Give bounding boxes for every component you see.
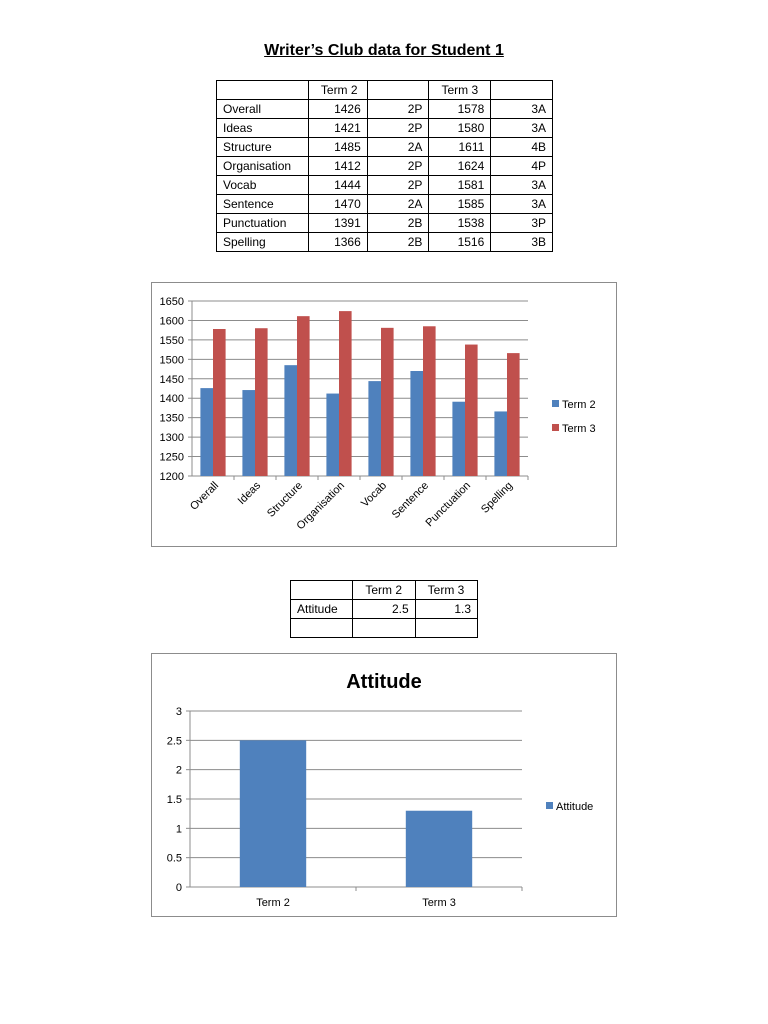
table-cell: 4B — [491, 138, 553, 157]
y-tick-label: 1550 — [159, 334, 184, 347]
scores-chart — [151, 282, 617, 547]
table-row — [217, 157, 553, 176]
table-cell: 1470 — [308, 195, 367, 214]
legend-label: Term 3 — [562, 423, 596, 435]
table-cell: 3P — [491, 214, 553, 233]
bar — [240, 740, 306, 887]
table-cell: 2P — [367, 157, 429, 176]
y-tick-label: 2 — [175, 764, 182, 777]
table-header-cell: Term 3 — [415, 581, 477, 600]
table-row — [217, 138, 553, 157]
bar — [326, 394, 339, 476]
table-row — [217, 233, 553, 252]
y-tick-label: 2.5 — [166, 735, 182, 748]
bar — [284, 365, 297, 476]
bar — [465, 345, 478, 476]
table-header-cell: Term 2 — [308, 81, 367, 100]
table-header-cell — [217, 81, 309, 100]
table-row — [217, 100, 553, 119]
table-cell: 1538 — [429, 214, 491, 233]
attitude-table — [290, 580, 478, 638]
table-cell: 1421 — [308, 119, 367, 138]
x-tick-label: Sentence — [389, 479, 432, 521]
table-cell: 2P — [367, 119, 429, 138]
x-tick-label: Term 3 — [422, 897, 456, 909]
y-tick-label: 3 — [175, 706, 182, 718]
table-cell: 1516 — [429, 233, 491, 252]
table-cell: 2B — [367, 233, 429, 252]
legend-swatch — [546, 802, 553, 809]
table-header-cell — [491, 81, 553, 100]
row-label: Vocab — [217, 176, 309, 195]
results-table — [216, 80, 553, 252]
table-cell: 1391 — [308, 214, 367, 233]
table-cell: 1.3 — [415, 600, 477, 619]
bar — [423, 326, 436, 476]
table-header-cell: Term 2 — [353, 581, 415, 600]
row-label: Ideas — [217, 119, 309, 138]
table-cell: 2.5 — [353, 600, 415, 619]
table-row — [217, 176, 553, 195]
y-tick-label: 0.5 — [166, 852, 182, 865]
attitude-chart — [151, 653, 617, 917]
table-row — [291, 619, 478, 638]
bar — [200, 388, 213, 476]
row-label: Punctuation — [217, 214, 309, 233]
y-tick-label: 1650 — [159, 296, 184, 308]
x-tick-label: Ideas — [235, 479, 264, 508]
table-cell: 2B — [367, 214, 429, 233]
table-cell — [415, 619, 477, 638]
y-tick-label: 1600 — [159, 315, 184, 328]
table-cell: 1624 — [429, 157, 491, 176]
table-cell: 1444 — [308, 176, 367, 195]
y-tick-label: 0 — [175, 882, 182, 894]
x-tick-label: Vocab — [359, 479, 390, 510]
chart-title: Attitude — [346, 671, 422, 693]
bar — [494, 411, 507, 476]
table-cell: 3A — [491, 100, 553, 119]
row-label: Overall — [217, 100, 309, 119]
bar — [213, 329, 226, 476]
table-cell — [291, 619, 353, 638]
bar — [406, 811, 472, 887]
y-tick-label: 1450 — [159, 373, 184, 386]
table-header-cell — [291, 581, 353, 600]
y-tick-label: 1250 — [159, 451, 184, 464]
row-label: Structure — [217, 138, 309, 157]
legend-label: Term 2 — [562, 399, 596, 411]
table-cell — [353, 619, 415, 638]
bar — [452, 402, 465, 476]
table-cell: 2P — [367, 100, 429, 119]
table-cell: 1412 — [308, 157, 367, 176]
y-tick-label: 1500 — [159, 354, 184, 367]
x-tick-label: Term 2 — [256, 897, 290, 909]
row-label: Attitude — [291, 600, 353, 619]
table-cell: 1580 — [429, 119, 491, 138]
x-tick-label: Overall — [187, 479, 222, 513]
y-tick-label: 1350 — [159, 412, 184, 425]
x-tick-label: Structure — [265, 479, 306, 520]
bar — [297, 316, 310, 476]
table-cell: 1366 — [308, 233, 367, 252]
table-cell: 1611 — [429, 138, 491, 157]
page-title: Writer’s Club data for Student 1 — [264, 42, 504, 59]
row-label: Spelling — [217, 233, 309, 252]
table-row — [217, 119, 553, 138]
y-tick-label: 1300 — [159, 432, 184, 445]
bar — [368, 381, 381, 476]
table-row — [217, 195, 553, 214]
x-tick-label: Punctuation — [423, 479, 474, 530]
table-cell: 1578 — [429, 100, 491, 119]
table-header-cell: Term 3 — [429, 81, 491, 100]
table-cell: 3A — [491, 119, 553, 138]
bar — [381, 328, 394, 476]
y-tick-label: 1.5 — [166, 794, 182, 806]
y-tick-label: 1 — [175, 823, 182, 836]
bar — [507, 353, 520, 476]
y-tick-label: 1200 — [159, 471, 184, 483]
x-tick-label: Spelling — [478, 479, 516, 516]
row-label: Organisation — [217, 157, 309, 176]
bar — [410, 371, 423, 476]
row-label: Sentence — [217, 195, 309, 214]
table-cell: 3A — [491, 176, 553, 195]
bar — [255, 328, 268, 476]
table-row — [291, 600, 478, 619]
table-cell: 4P — [491, 157, 553, 176]
table-cell: 3B — [491, 233, 553, 252]
bar — [339, 311, 352, 476]
table-cell: 2P — [367, 176, 429, 195]
table-cell: 1426 — [308, 100, 367, 119]
table-row — [217, 214, 553, 233]
table-cell: 1581 — [429, 176, 491, 195]
table-cell: 1485 — [308, 138, 367, 157]
table-cell: 3A — [491, 195, 553, 214]
attitude-chart-svg — [152, 654, 616, 916]
table-header-cell — [367, 81, 429, 100]
table-cell: 1585 — [429, 195, 491, 214]
table-cell: 2A — [367, 138, 429, 157]
bar — [242, 390, 255, 476]
table-header-row — [217, 81, 553, 100]
y-tick-label: 1400 — [159, 393, 184, 406]
table-header-row — [291, 581, 478, 600]
legend-swatch — [552, 424, 559, 431]
scores-chart-svg — [152, 283, 616, 546]
legend-swatch — [552, 400, 559, 407]
legend-label: Attitude — [556, 801, 594, 813]
table-cell: 2A — [367, 195, 429, 214]
x-tick-label: Organisation — [294, 479, 348, 533]
